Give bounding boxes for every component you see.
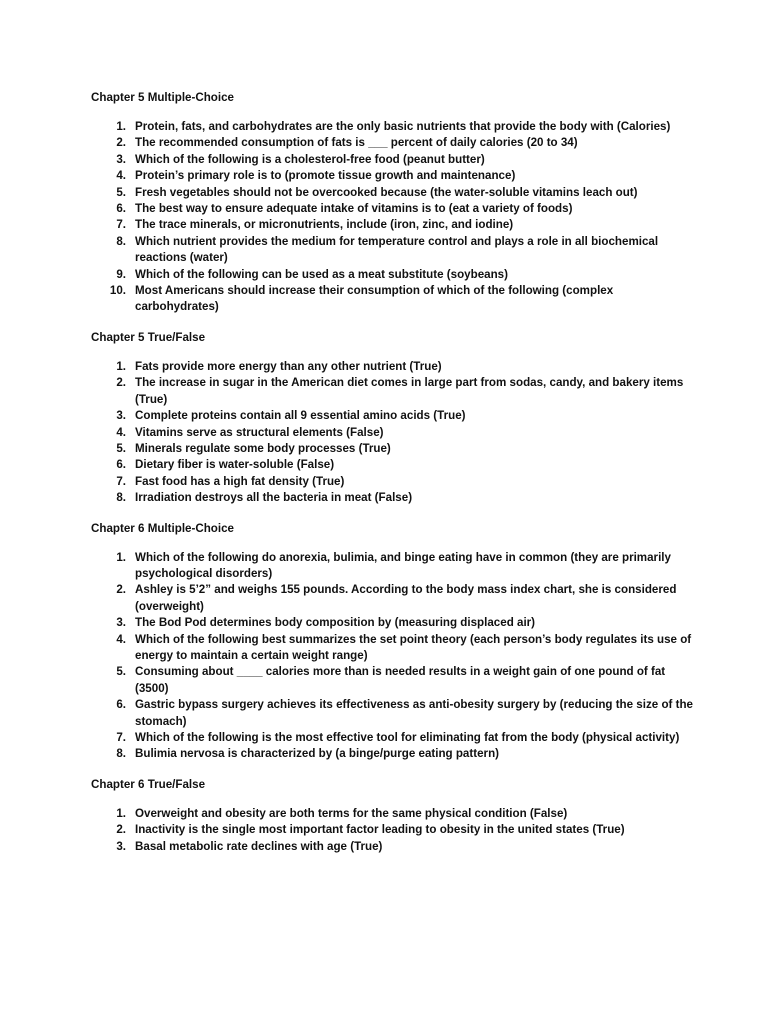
item-number: 1. bbox=[116, 359, 126, 373]
item-text: The increase in sugar in the American diet comes in large part from sodas, candy, and bakery items (True) bbox=[135, 376, 684, 406]
item-text: Minerals regulate some body processes (True) bbox=[135, 441, 391, 455]
item-text: Most Americans should increase their consumption of which of the following (complex carbohydrates) bbox=[135, 284, 614, 314]
item-number: 8. bbox=[116, 234, 126, 248]
item-number: 9. bbox=[116, 267, 126, 281]
list-item bbox=[91, 283, 698, 316]
section-ch6-true-false bbox=[91, 777, 698, 855]
list-item bbox=[91, 375, 698, 408]
list-item bbox=[91, 806, 698, 822]
item-number: 8. bbox=[116, 747, 126, 761]
list-item bbox=[91, 408, 698, 424]
item-number: 5. bbox=[116, 665, 126, 679]
item-text: The trace minerals, or micronutrients, include (iron, zinc, and iodine) bbox=[135, 218, 514, 232]
item-number: 3. bbox=[116, 152, 126, 166]
list-item bbox=[91, 234, 698, 267]
item-text: Irradiation destroys all the bacteria in meat (False) bbox=[135, 491, 413, 505]
list-item bbox=[91, 474, 698, 490]
list-item bbox=[91, 201, 698, 217]
list-item bbox=[91, 425, 698, 441]
list-item bbox=[91, 152, 698, 168]
item-text: Which nutrient provides the medium for temperature control and plays a role in all biochemical reactions (water) bbox=[135, 234, 659, 265]
item-number: 2. bbox=[116, 823, 126, 837]
item-number: 3. bbox=[116, 839, 126, 853]
item-number: 6. bbox=[116, 698, 126, 712]
list-item bbox=[91, 839, 698, 855]
item-text: Fast food has a high fat density (True) bbox=[135, 474, 345, 488]
list-item bbox=[91, 582, 698, 615]
item-text: Complete proteins contain all 9 essential amino acids (True) bbox=[135, 409, 466, 423]
item-number: 7. bbox=[116, 218, 126, 232]
list-item bbox=[91, 822, 698, 838]
list-item bbox=[91, 615, 698, 631]
item-text: Inactivity is the single most important factor leading to obesity in the united states (True) bbox=[135, 823, 625, 837]
item-text: Protein’s primary role is to (promote tissue growth and maintenance) bbox=[135, 169, 516, 183]
item-number: 2. bbox=[116, 583, 126, 597]
list-item bbox=[91, 730, 698, 746]
list-item bbox=[91, 490, 698, 506]
question-list bbox=[91, 806, 698, 855]
section-title: Chapter 5 Multiple-Choice bbox=[91, 91, 235, 104]
item-text: Ashley is 5’2” and weighs 155 pounds. According to the body mass index chart, she is considered (overweight) bbox=[135, 583, 677, 613]
item-text: The best way to ensure adequate intake of vitamins is to (eat a variety of foods) bbox=[135, 202, 573, 216]
item-number: 7. bbox=[116, 731, 126, 744]
list-item bbox=[91, 632, 698, 665]
question-list bbox=[91, 119, 698, 316]
item-text: Which of the following do anorexia, bulimia, and binge eating have in common (they are primarily psychological disorders) bbox=[135, 550, 671, 580]
list-item bbox=[91, 135, 698, 151]
list-item bbox=[91, 119, 698, 135]
item-number: 10. bbox=[109, 284, 126, 298]
list-item bbox=[91, 185, 698, 201]
item-number: 2. bbox=[116, 136, 126, 150]
list-item bbox=[91, 217, 698, 233]
item-number: 2. bbox=[116, 376, 126, 390]
section-ch6-multiple-choice bbox=[91, 521, 698, 763]
list-item bbox=[91, 168, 698, 184]
item-number: 5. bbox=[116, 185, 126, 199]
list-item bbox=[91, 697, 698, 730]
list-item bbox=[91, 359, 698, 375]
item-number: 5. bbox=[116, 441, 126, 455]
item-number: 4. bbox=[116, 632, 126, 646]
list-item bbox=[91, 664, 698, 697]
list-item bbox=[91, 441, 698, 457]
section-title: Chapter 6 Multiple-Choice bbox=[91, 521, 235, 535]
list-item bbox=[91, 267, 698, 283]
item-text: The recommended consumption of fats is ___ percent of daily calories (20 to 34) bbox=[135, 136, 578, 150]
item-text: Basal metabolic rate declines with age (True) bbox=[135, 839, 383, 853]
item-number: 4. bbox=[116, 425, 126, 439]
item-number: 1. bbox=[116, 120, 126, 133]
list-item bbox=[91, 457, 698, 473]
item-text: Bulimia nervosa is characterized by (a binge/purge eating pattern) bbox=[135, 747, 500, 761]
item-text: Which of the following is the most effective tool for eliminating fat from the body (physical activity) bbox=[135, 731, 680, 744]
item-number: 7. bbox=[116, 474, 126, 488]
item-text: Fresh vegetables should not be overcooked because (the water-soluble vitamins leach out) bbox=[135, 185, 638, 199]
item-number: 1. bbox=[116, 550, 126, 564]
item-text: Overweight and obesity are both terms for the same physical condition (False) bbox=[135, 806, 568, 820]
item-text: Which of the following is a cholesterol-free food (peanut butter) bbox=[135, 152, 485, 166]
item-text: Vitamins serve as structural elements (False) bbox=[135, 425, 384, 439]
item-text: Which of the following can be used as a meat substitute (soybeans) bbox=[135, 267, 508, 281]
list-item bbox=[91, 550, 698, 583]
question-list bbox=[91, 550, 698, 763]
item-text: Which of the following best summarizes the set point theory (each person’s body regulates its use of energy to maintain a certain weight range) bbox=[135, 632, 692, 662]
section-ch5-multiple-choice bbox=[91, 90, 698, 316]
item-number: 3. bbox=[116, 616, 126, 630]
item-number: 8. bbox=[116, 491, 126, 505]
item-number: 6. bbox=[116, 202, 126, 216]
section-title: Chapter 5 True/False bbox=[91, 330, 206, 344]
section-ch5-true-false bbox=[91, 330, 698, 507]
list-item bbox=[91, 746, 698, 762]
item-number: 3. bbox=[116, 409, 126, 423]
item-text: Fats provide more energy than any other nutrient (True) bbox=[135, 359, 442, 373]
section-title: Chapter 6 True/False bbox=[91, 777, 206, 791]
item-number: 1. bbox=[116, 806, 126, 820]
item-text: Protein, fats, and carbohydrates are the only basic nutrients that provide the body with (Calories) bbox=[135, 120, 671, 133]
item-text: The Bod Pod determines body composition by (measuring displaced air) bbox=[135, 616, 536, 630]
item-text: Consuming about ____ calories more than is needed results in a weight gain of one pound of fat (3500) bbox=[135, 665, 666, 695]
item-number: 6. bbox=[116, 458, 126, 472]
item-text: Dietary fiber is water-soluble (False) bbox=[135, 458, 335, 472]
item-number: 4. bbox=[116, 169, 126, 183]
item-text: Gastric bypass surgery achieves its effectiveness as anti-obesity surgery by (reducing the size of the stomach) bbox=[135, 698, 694, 728]
question-list bbox=[91, 359, 698, 507]
